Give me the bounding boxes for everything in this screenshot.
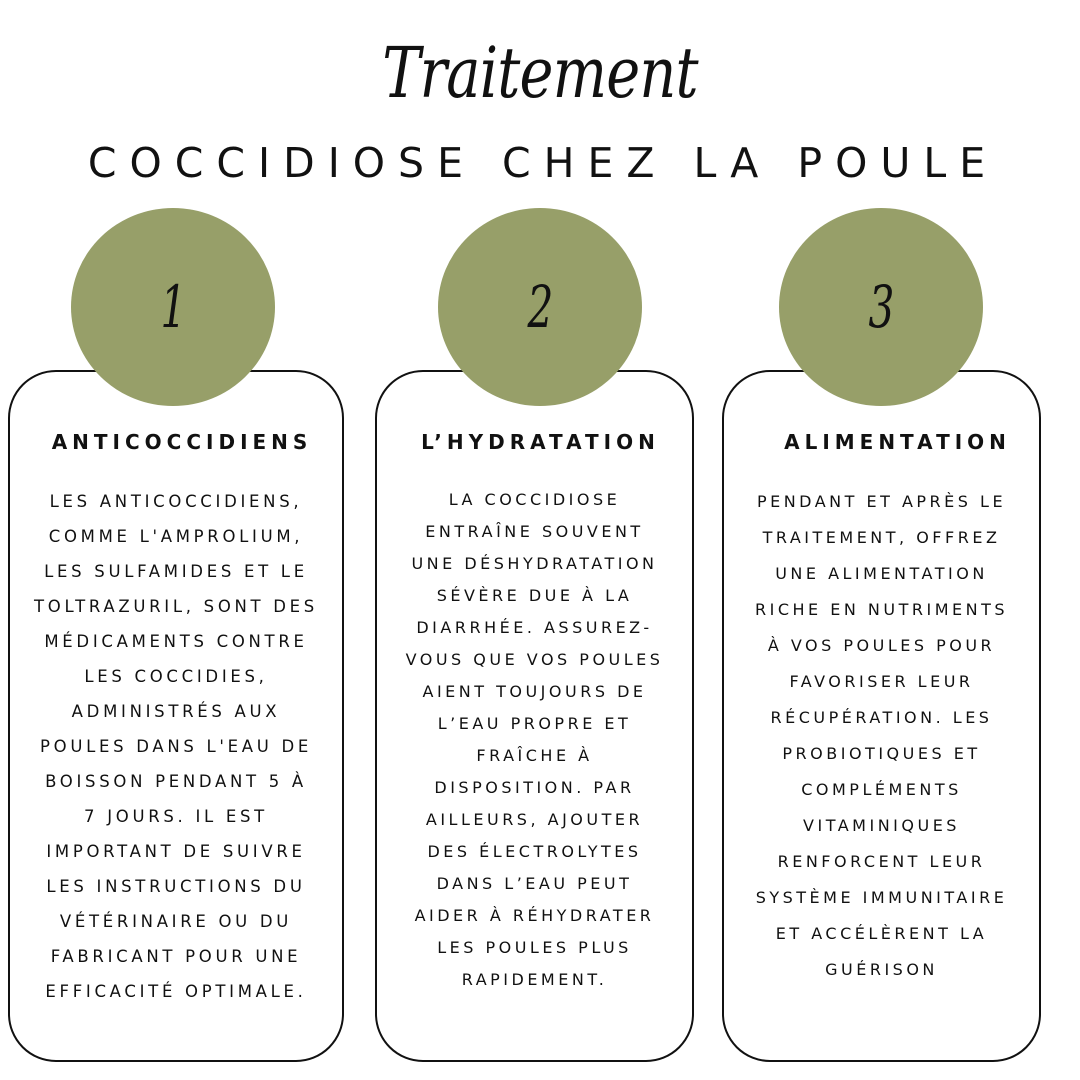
body-line: RÉCUPÉRATION. LES (770, 708, 993, 727)
body-line: LES ANTICOCCIDIENS, (49, 492, 303, 511)
body-line: À VOS POULES POUR (767, 636, 996, 655)
step-number-circle (779, 208, 983, 406)
body-line: COMPLÉMENTS (801, 780, 962, 799)
body-line: VÉTÉRINAIRE OU DU (59, 912, 293, 931)
body-line: SYSTÈME IMMUNITAIRE (755, 888, 1008, 907)
body-line: FABRICANT POUR UNE (50, 947, 302, 966)
body-line: ENTRAÎNE SOUVENT (425, 522, 644, 541)
step-number-circle (71, 208, 275, 406)
card-title: ANTICOCCIDIENS (51, 430, 313, 454)
body-line: PROBIOTIQUES ET (782, 744, 981, 763)
body-line: IMPORTANT DE SUIVRE (46, 842, 306, 861)
body-line: LES POULES PLUS (437, 938, 632, 957)
body-line: ADMINISTRÉS AUX (71, 702, 281, 721)
body-line: FRAÎCHE À (476, 746, 593, 765)
card-body (734, 484, 1029, 988)
body-line: UNE DÉSHYDRATATION (411, 554, 658, 573)
body-line: SÉVÈRE DUE À LA (436, 586, 633, 605)
body-line: LA COCCIDIOSE (448, 490, 621, 509)
body-line: GUÉRISON (825, 960, 938, 979)
body-line: POULES DANS L'EAU DE (39, 737, 312, 756)
body-line: PENDANT ET APRÈS LE (756, 492, 1007, 511)
body-line: VOUS QUE VOS POULES (405, 650, 664, 669)
body-line: LES COCCIDIES, (84, 667, 268, 686)
card-body (20, 484, 332, 1009)
step-number-circle (438, 208, 642, 406)
body-line: AIDER À RÉHYDRATER (414, 906, 655, 925)
body-line: DISPOSITION. PAR (434, 778, 635, 797)
body-line: TRAITEMENT, OFFREZ (762, 528, 1001, 547)
body-line: AILLEURS, AJOUTER (425, 810, 644, 829)
body-line: LES INSTRUCTIONS DU (46, 877, 306, 896)
body-line: BOISSON PENDANT 5 À (45, 772, 307, 791)
body-line: MÉDICAMENTS CONTRE (44, 632, 308, 651)
body-line: COMME L'AMPROLIUM, (48, 527, 304, 546)
body-line: UNE ALIMENTATION (775, 564, 988, 583)
body-line: AIENT TOUJOURS DE (422, 682, 647, 701)
body-line: 7 JOURS. IL EST (84, 807, 268, 826)
step-number: 2 (527, 273, 553, 341)
card-title: ALIMENTATION (784, 430, 1011, 454)
step-card-alimentation (722, 370, 1041, 1062)
body-line: RICHE EN NUTRIMENTS (755, 600, 1008, 619)
step-number: 3 (868, 273, 894, 341)
body-line: DANS L’EAU PEUT (436, 874, 633, 893)
body-line: TOLTRAZURIL, SONT DES (34, 597, 318, 616)
body-line: DIARRHÉE. ASSUREZ- (416, 618, 653, 637)
body-line: RENFORCENT LEUR (777, 852, 986, 871)
body-line: DES ÉLECTROLYTES (427, 842, 642, 861)
body-line: EFFICACITÉ OPTIMALE. (45, 982, 307, 1001)
body-line: FAVORISER LEUR (789, 672, 974, 691)
body-line: RAPIDEMENT. (461, 970, 608, 989)
step-card-hydratation (375, 370, 694, 1062)
body-line: LES SULFAMIDES ET LE (44, 562, 308, 581)
card-body (387, 484, 682, 996)
script-title: Traitement (382, 32, 698, 114)
body-line: VITAMINIQUES (803, 816, 960, 835)
card-title: L’HYDRATATION (421, 430, 660, 454)
step-number: 1 (160, 273, 186, 341)
body-line: ET ACCÉLÈRENT LA (775, 924, 988, 943)
body-line: L’EAU PROPRE ET (437, 714, 632, 733)
main-title: COCCIDIOSE CHEZ LA POULE (87, 139, 999, 187)
step-card-anticoccidiens (8, 370, 344, 1062)
